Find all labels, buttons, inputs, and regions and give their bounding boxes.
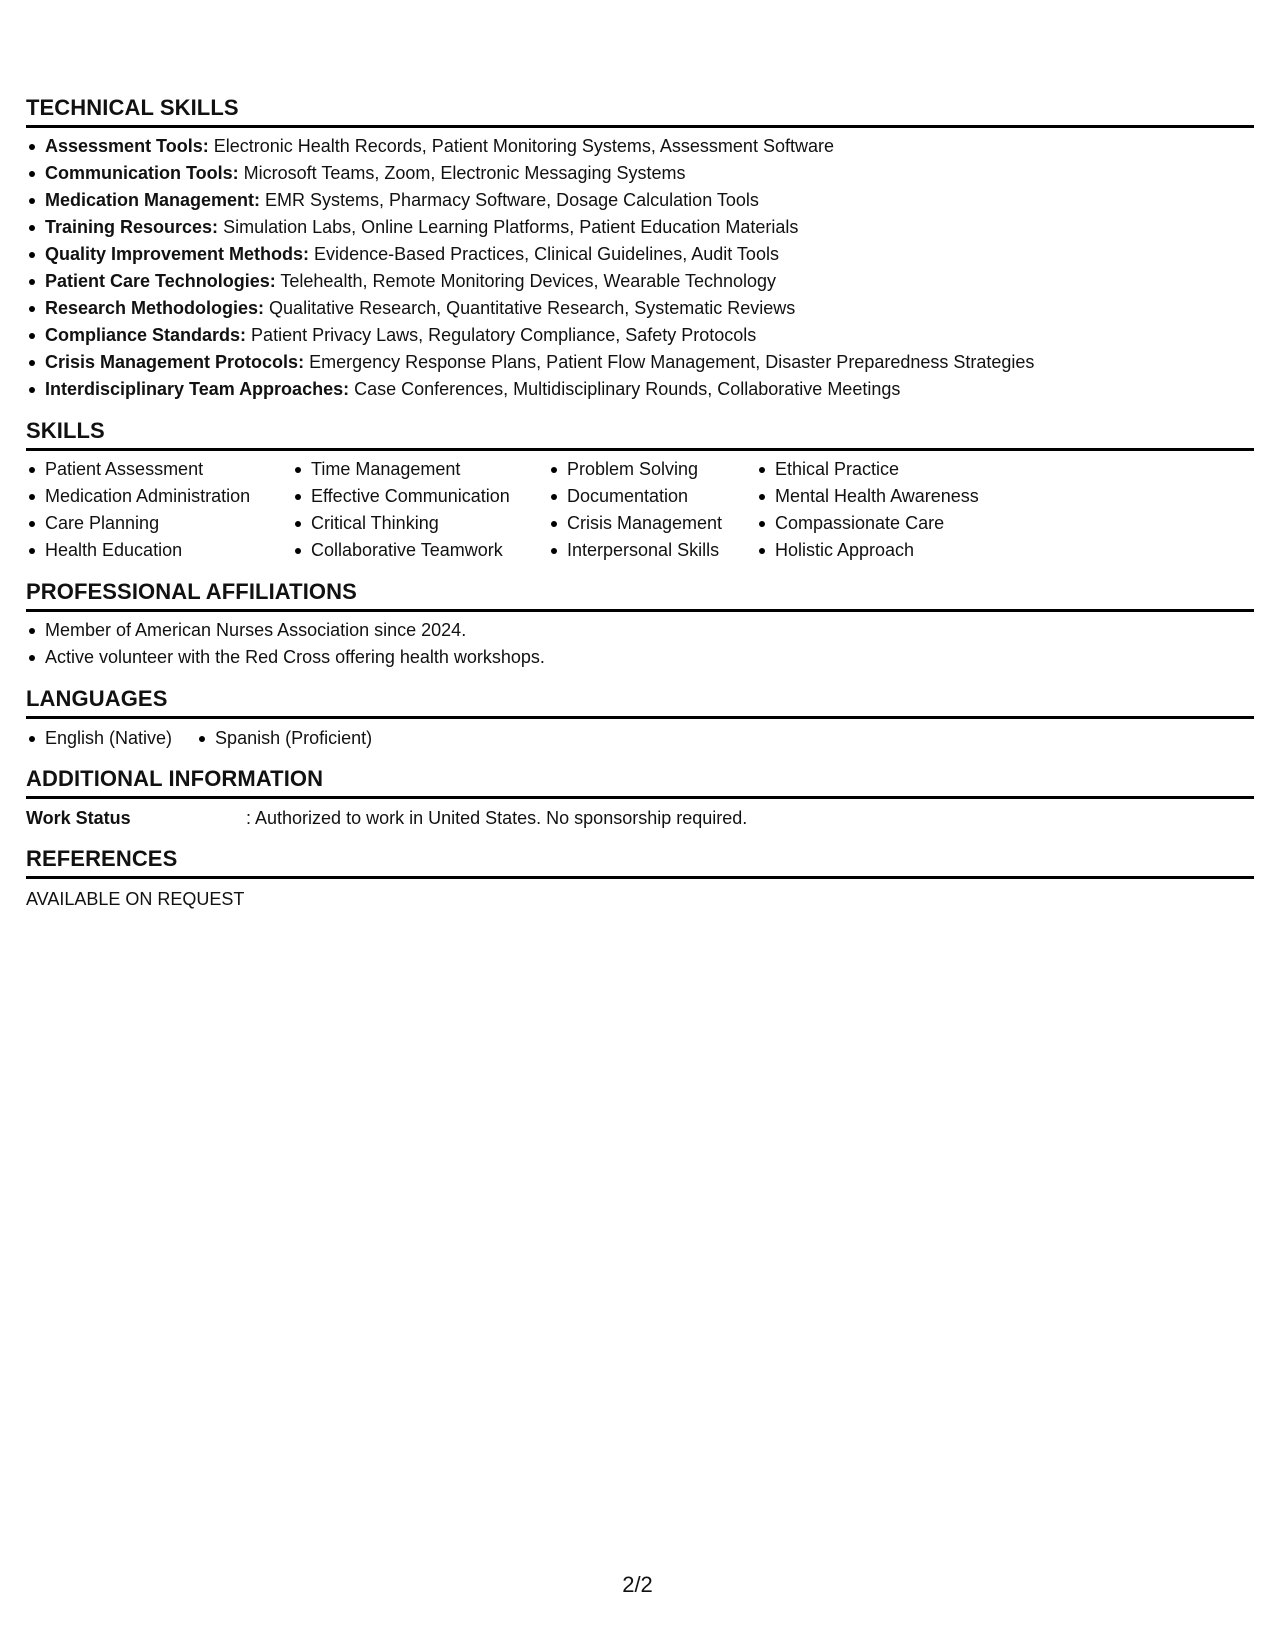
languages-section bbox=[26, 686, 1254, 752]
skill-details: Patient Privacy Laws, Regulatory Compliance, Safety Protocols bbox=[246, 325, 757, 345]
list-item bbox=[26, 268, 1254, 295]
additional-info-section bbox=[26, 766, 1254, 832]
skills-column bbox=[548, 456, 756, 564]
list-item: Effective Communication bbox=[292, 483, 548, 510]
skill-details: EMR Systems, Pharmacy Software, Dosage Calculation Tools bbox=[260, 190, 759, 210]
list-item: Medication Administration bbox=[26, 483, 292, 510]
list-item: Member of American Nurses Association since 2024. bbox=[26, 617, 1254, 644]
skills-column bbox=[292, 456, 548, 564]
skills-section bbox=[26, 418, 1254, 564]
list-item bbox=[26, 133, 1254, 160]
list-item: Ethical Practice bbox=[756, 456, 1016, 483]
list-item: Time Management bbox=[292, 456, 548, 483]
references-heading: REFERENCES bbox=[26, 846, 1254, 879]
technical-skills-heading: TECHNICAL SKILLS bbox=[26, 95, 1254, 128]
list-item: Holistic Approach bbox=[756, 537, 1016, 564]
list-item bbox=[26, 322, 1254, 349]
list-item: Patient Assessment bbox=[26, 456, 292, 483]
affiliations-section bbox=[26, 579, 1254, 671]
list-item: Health Education bbox=[26, 537, 292, 564]
affiliations-heading: PROFESSIONAL AFFILIATIONS bbox=[26, 579, 1254, 612]
list-item: Collaborative Teamwork bbox=[292, 537, 548, 564]
skill-category: Quality Improvement Methods: bbox=[45, 244, 310, 264]
list-item: Critical Thinking bbox=[292, 510, 548, 537]
list-item bbox=[26, 295, 1254, 322]
skill-details: Telehealth, Remote Monitoring Devices, Wearable Technology bbox=[275, 271, 777, 291]
work-status-value: : Authorized to work in United States. No sponsorship required. bbox=[246, 808, 748, 828]
work-status-label: Work Status bbox=[26, 808, 131, 828]
list-item bbox=[26, 214, 1254, 241]
list-item: Documentation bbox=[548, 483, 756, 510]
list-item: Crisis Management bbox=[548, 510, 756, 537]
technical-skills-list bbox=[26, 133, 1254, 403]
references-section bbox=[26, 846, 1254, 913]
skill-details: Emergency Response Plans, Patient Flow Management, Disaster Preparedness Strategies bbox=[304, 352, 1035, 372]
list-item bbox=[26, 376, 1254, 403]
affiliations-list bbox=[26, 617, 1254, 671]
skills-heading: SKILLS bbox=[26, 418, 1254, 451]
references-text: AVAILABLE ON REQUEST bbox=[26, 889, 245, 909]
skill-category: Assessment Tools: bbox=[45, 136, 209, 156]
skills-column bbox=[756, 456, 1016, 564]
list-item: Problem Solving bbox=[548, 456, 756, 483]
skill-category: Research Methodologies: bbox=[45, 298, 265, 318]
skill-details: Electronic Health Records, Patient Monitoring Systems, Assessment Software bbox=[208, 136, 834, 156]
skill-details: Simulation Labs, Online Learning Platforms, Patient Education Materials bbox=[218, 217, 799, 237]
list-item bbox=[26, 187, 1254, 214]
list-item bbox=[26, 241, 1254, 268]
list-item: Mental Health Awareness bbox=[756, 483, 1016, 510]
list-item: Compassionate Care bbox=[756, 510, 1016, 537]
list-item: Interpersonal Skills bbox=[548, 537, 756, 564]
list-item: Active volunteer with the Red Cross offering health workshops. bbox=[26, 644, 1254, 671]
resume-page bbox=[26, 95, 1254, 913]
skill-category: Patient Care Technologies: bbox=[45, 271, 276, 291]
list-item: Care Planning bbox=[26, 510, 292, 537]
languages-heading: LANGUAGES bbox=[26, 686, 1254, 719]
skill-category: Crisis Management Protocols: bbox=[45, 352, 305, 372]
skill-details: Qualitative Research, Quantitative Research, Systematic Reviews bbox=[264, 298, 796, 318]
skill-category: Medication Management: bbox=[45, 190, 261, 210]
skill-details: Case Conferences, Multidisciplinary Rounds, Collaborative Meetings bbox=[349, 379, 901, 399]
skill-category: Interdisciplinary Team Approaches: bbox=[45, 379, 350, 399]
languages-list bbox=[26, 725, 1254, 752]
list-item: Spanish (Proficient) bbox=[196, 725, 372, 752]
skill-category: Compliance Standards: bbox=[45, 325, 247, 345]
skills-column bbox=[26, 456, 292, 564]
work-status-row bbox=[26, 805, 1254, 832]
page-number: 2/2 bbox=[622, 1572, 653, 1597]
skill-details: Microsoft Teams, Zoom, Electronic Messaging Systems bbox=[238, 163, 686, 183]
skill-details: Evidence-Based Practices, Clinical Guidelines, Audit Tools bbox=[309, 244, 779, 264]
skill-category: Communication Tools: bbox=[45, 163, 239, 183]
technical-skills-section bbox=[26, 95, 1254, 403]
skill-category: Training Resources: bbox=[45, 217, 219, 237]
list-item bbox=[26, 160, 1254, 187]
list-item bbox=[26, 349, 1254, 376]
additional-info-heading: ADDITIONAL INFORMATION bbox=[26, 766, 1254, 799]
skills-grid bbox=[26, 456, 1254, 564]
list-item: English (Native) bbox=[26, 725, 172, 752]
